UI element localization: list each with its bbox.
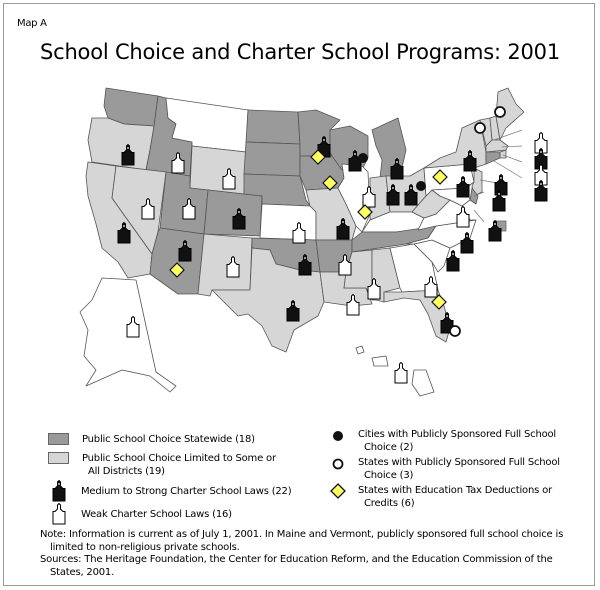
filled-circle-icon xyxy=(332,430,344,442)
city-choice-circle-icon xyxy=(416,181,426,191)
legend-strong-label: Medium to Strong Charter School Laws (22) xyxy=(81,486,292,497)
state-AZ xyxy=(150,228,204,294)
legend-statewide-label: Public School Choice Statewide (18) xyxy=(82,434,255,445)
sources-text: Sources: The Heritage Foundation, the Center for Education Reform, and the Education Commission of the States, 2001. xyxy=(40,554,553,578)
note-text: Note: Information is current as of July 1, 2001. In Maine and Vermont, publicly sponsored full school choice is limited to non-religious private schools. xyxy=(40,529,564,553)
open-circle-icon xyxy=(332,458,344,470)
legend-tax-label-1: States with Education Tax Deductions or xyxy=(358,485,552,496)
strong-schoolhouse-icon xyxy=(52,480,66,502)
legend-limited-label-1: Public School Choice Limited to Some or xyxy=(82,453,276,464)
statewide-swatch xyxy=(48,433,69,445)
state-RI xyxy=(500,150,506,158)
legend-tax-label-2: Credits (6) xyxy=(364,498,415,509)
weak-schoolhouse-icon xyxy=(52,503,66,525)
map-label: Map A xyxy=(17,18,47,29)
legend-states-label-1: States with Publicly Sponsored Full School xyxy=(358,457,560,468)
state-OR xyxy=(88,118,154,170)
limited-swatch xyxy=(48,452,69,464)
legend-cities-label-1: Cities with Publicly Sponsored Full School xyxy=(358,429,556,440)
weak-schoolhouse-icon xyxy=(395,363,407,384)
state-KS xyxy=(260,204,316,240)
legend-weak-label: Weak Charter School Laws (16) xyxy=(81,509,232,520)
notes xyxy=(40,529,580,579)
map-title: School Choice and Charter School Programs: 2001 xyxy=(39,40,561,64)
state-choice-circle-icon xyxy=(475,123,485,133)
state-ND xyxy=(246,110,300,144)
state-choice-circle-icon xyxy=(495,107,505,117)
state-choice-circle-icon xyxy=(450,326,460,336)
legend-limited-label-2: All Districts (19) xyxy=(88,466,165,477)
state-NM xyxy=(198,234,252,296)
state-CT xyxy=(486,152,500,164)
state-WY xyxy=(190,146,246,194)
diamond-icon xyxy=(330,483,346,499)
legend-states-label-2: Choice (3) xyxy=(364,470,414,481)
city-choice-circle-icon xyxy=(358,153,368,163)
strong-schoolhouse-icon xyxy=(447,251,459,272)
legend-cities-label-2: Choice (2) xyxy=(364,442,414,453)
state-SD xyxy=(244,142,300,176)
